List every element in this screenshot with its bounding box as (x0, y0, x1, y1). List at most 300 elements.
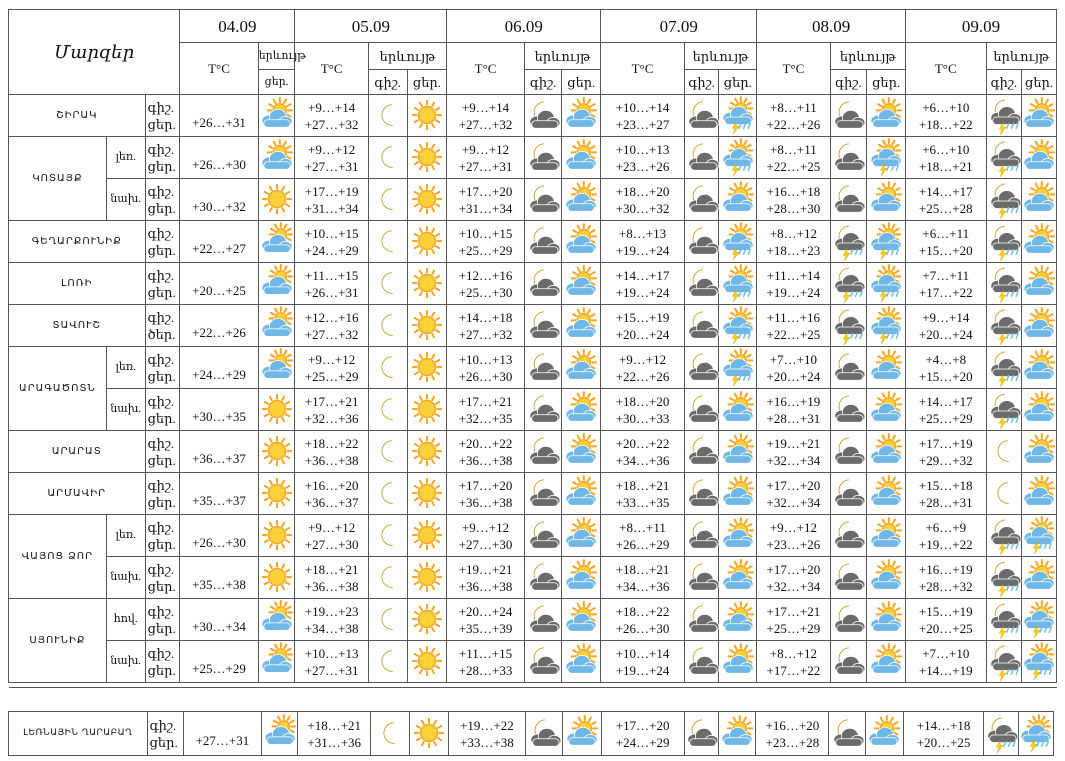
night-icon (830, 221, 867, 263)
moon-cloud-icon (527, 436, 559, 468)
moon-storm-icon (832, 310, 864, 342)
moon-storm-icon (988, 310, 1020, 342)
sun-storm-icon (1023, 646, 1055, 678)
moon-icon (372, 100, 404, 132)
region-name: ՍՅՈՒՆԻՔ (9, 599, 107, 683)
day-icon (1022, 95, 1057, 137)
day-icon (1019, 712, 1054, 756)
day-icon (719, 389, 757, 431)
cloud-sun-icon (261, 352, 293, 384)
temp-range: +10…+15 +25…+29 (447, 221, 524, 263)
night-icon (524, 179, 562, 221)
day-icon (409, 712, 448, 756)
night-icon (986, 389, 1022, 431)
night-icon (986, 95, 1022, 137)
sun-icon (411, 562, 443, 594)
temp-range: +10…+13 +27…+31 (295, 641, 368, 683)
sun-cloud-icon (1023, 184, 1055, 216)
moon-cloud-icon (832, 142, 864, 174)
night-label: գիշ. (684, 70, 719, 95)
phenomena-header: երևույթ (258, 43, 295, 70)
day-icon (867, 389, 906, 431)
sun-cloud-icon (722, 184, 754, 216)
day1-icon (258, 641, 295, 683)
moon-cloud-icon (686, 520, 718, 552)
region-name: ԿՈՏԱՅՔ (9, 137, 107, 221)
temp-range: +6…+9 +19…+22 (906, 515, 987, 557)
day1-icon (258, 389, 295, 431)
sun-icon (411, 394, 443, 426)
night-icon (986, 179, 1022, 221)
moon-cloud-icon (527, 226, 559, 258)
sun-cloud-icon (1023, 436, 1055, 468)
sun-storm-icon (870, 268, 902, 300)
day-label: ցեր. (562, 70, 601, 95)
moon-icon (372, 604, 404, 636)
sun-icon (411, 184, 443, 216)
moon-icon (372, 310, 404, 342)
night-icon (830, 473, 867, 515)
night-icon (368, 557, 407, 599)
sun-cloud-icon (870, 478, 902, 510)
sun-storm-icon (722, 352, 754, 384)
temp-range: +20…+22 +34…+36 (601, 431, 685, 473)
region-name: ՏԱՎՈՒՇ (9, 305, 146, 347)
moon-storm-icon (988, 604, 1020, 636)
day1-temp: +30…+34 (180, 599, 258, 641)
day1-icon (258, 221, 295, 263)
subzone-label: լեռ. (106, 137, 145, 179)
sun-cloud-icon (1023, 310, 1055, 342)
moon-icon (372, 436, 404, 468)
day1-temp: +20…+25 (180, 263, 258, 305)
night-icon (984, 712, 1019, 756)
day-icon (407, 95, 447, 137)
day1-icon (258, 263, 295, 305)
date-header-09.09: 09.09 (906, 10, 1057, 43)
day-icon (562, 389, 601, 431)
day1-temp: +26…+30 (180, 137, 258, 179)
day-icon (1022, 179, 1057, 221)
sun-cloud-icon (565, 394, 597, 426)
region-name: ՇԻՐԱԿ (9, 95, 146, 137)
sun-storm-icon (870, 310, 902, 342)
sun-cloud-icon (565, 268, 597, 300)
sun-storm-icon (722, 310, 754, 342)
sun-cloud-icon (261, 142, 293, 174)
day-icon (562, 305, 601, 347)
sun-cloud-icon (870, 394, 902, 426)
night-icon (684, 473, 719, 515)
day1-icon (261, 712, 297, 756)
day-icon (562, 557, 601, 599)
temp-range: +6…+10 +18…+21 (906, 137, 987, 179)
sun-cloud-icon (565, 352, 597, 384)
moon-cloud-icon (686, 268, 718, 300)
region-name: ԳԵՂԱՐՔՈՒՆԻՔ (9, 221, 146, 263)
night-icon (986, 431, 1022, 473)
night-icon (684, 305, 719, 347)
sun-cloud-icon (868, 718, 900, 750)
period-labels: գիշ. ցեր. (145, 389, 180, 431)
day1-temp: +25…+29 (180, 641, 258, 683)
temp-range: +11…+15 +26…+31 (295, 263, 368, 305)
temp-range: +9…+14 +27…+32 (295, 95, 368, 137)
sun-icon (261, 520, 293, 552)
day-icon (1022, 347, 1057, 389)
night-icon (684, 712, 718, 756)
night-icon (524, 137, 562, 179)
night-icon (830, 137, 867, 179)
table-row (9, 712, 1054, 756)
day-icon (867, 95, 906, 137)
sun-icon (411, 520, 443, 552)
temp-range: +4…+8 +15…+20 (906, 347, 987, 389)
night-icon (986, 473, 1022, 515)
day1-temp: +35…+38 (180, 557, 258, 599)
temp-range: +19…+21 +36…+38 (447, 557, 524, 599)
day-icon (562, 263, 601, 305)
night-icon (524, 305, 562, 347)
night-icon (830, 557, 867, 599)
temp-range: +19…+23 +34…+38 (295, 599, 368, 641)
day-icon (407, 263, 447, 305)
moon-cloud-icon (685, 718, 717, 750)
day1-icon (258, 95, 295, 137)
moon-cloud-icon (686, 394, 718, 426)
phenomena-header: երևույթ (986, 43, 1056, 70)
period-labels: գիշ. ցեր. (145, 263, 180, 305)
period-labels: գիշ. ցեր. (145, 641, 180, 683)
temp-range: +12…+16 +25…+30 (447, 263, 524, 305)
day-icon (407, 221, 447, 263)
night-icon (524, 515, 562, 557)
temp-range: +14…+18 +20…+25 (904, 712, 984, 756)
day1-temp: +30…+35 (180, 389, 258, 431)
temp-range: +10…+13 +23…+26 (601, 137, 685, 179)
region-name: ՎԱՅՈՑ ՁՈՐ (9, 515, 107, 599)
period-labels: գիշ. ցեր. (145, 179, 180, 221)
moon-cloud-icon (527, 310, 559, 342)
region-name: ԼԵՌՆԱՅԻՆ ՂԱՐԱԲԱՂ (9, 712, 148, 756)
night-icon (368, 431, 407, 473)
day-icon (719, 599, 757, 641)
moon-cloud-icon (686, 310, 718, 342)
day-icon (563, 712, 601, 756)
moon-storm-icon (988, 268, 1020, 300)
day1-icon (258, 431, 295, 473)
sun-cloud-icon (1023, 142, 1055, 174)
period-labels: գիշ. ցեր. (145, 557, 180, 599)
moon-cloud-icon (832, 394, 864, 426)
night-icon (684, 641, 719, 683)
day-icon (719, 305, 757, 347)
day1-icon (258, 557, 295, 599)
region-name: ԼՈՌԻ (9, 263, 146, 305)
phenomena-header: երևույթ (368, 43, 447, 70)
sun-cloud-icon (870, 436, 902, 468)
table-row (9, 221, 1057, 263)
night-icon (830, 431, 867, 473)
sun-cloud-icon (565, 184, 597, 216)
night-icon (684, 599, 719, 641)
moon-icon (374, 718, 406, 750)
moon-cloud-icon (832, 184, 864, 216)
night-label: գիշ. (368, 70, 407, 95)
day-icon (865, 712, 903, 756)
day-icon (562, 221, 601, 263)
day-icon (719, 515, 757, 557)
period-labels: գիշ. ցեր. (145, 599, 180, 641)
table-row (9, 263, 1057, 305)
sun-cloud-icon (722, 520, 754, 552)
period-labels: գիշ. ցեր. (145, 347, 180, 389)
temp-range: +10…+14 +23…+27 (601, 95, 685, 137)
night-icon (524, 389, 562, 431)
night-icon (368, 263, 407, 305)
night-icon (368, 179, 407, 221)
temp-range: +17…+21 +32…+35 (447, 389, 524, 431)
sun-storm-icon (722, 268, 754, 300)
night-icon (684, 389, 719, 431)
moon-cloud-icon (527, 184, 559, 216)
day-label: ցեր. (719, 70, 757, 95)
night-icon (368, 641, 407, 683)
day-icon (1022, 263, 1057, 305)
night-icon (368, 347, 407, 389)
moon-cloud-icon (832, 352, 864, 384)
sun-icon (411, 268, 443, 300)
moon-storm-icon (988, 184, 1020, 216)
temp-range: +12…+16 +27…+32 (295, 305, 368, 347)
day1-icon (258, 599, 295, 641)
moon-icon (372, 646, 404, 678)
temp-range: +6…+11 +15…+20 (906, 221, 987, 263)
temp-range: +8…+12 +18…+23 (757, 221, 830, 263)
day-icon (719, 347, 757, 389)
day-icon (562, 137, 601, 179)
day1-temp: +26…+30 (180, 515, 258, 557)
night-icon (524, 263, 562, 305)
day-icon (407, 557, 447, 599)
night-icon (368, 137, 407, 179)
moon-cloud-icon (527, 268, 559, 300)
day-label: ցեր. (867, 70, 906, 95)
night-icon (986, 641, 1022, 683)
night-icon (684, 95, 719, 137)
day1-icon (258, 137, 295, 179)
sun-storm-icon (722, 100, 754, 132)
moon-cloud-icon (686, 604, 718, 636)
temp-range: +17…+19 +29…+32 (906, 431, 987, 473)
day-icon (1022, 599, 1057, 641)
temp-range: +10…+14 +19…+24 (601, 641, 685, 683)
night-icon (986, 137, 1022, 179)
temp-range: +15…+19 +20…+25 (906, 599, 987, 641)
date-header-04.09: 04.09 (180, 10, 295, 43)
temp-range: +11…+15 +28…+33 (447, 641, 524, 683)
temp-range: +17…+20 +31…+34 (447, 179, 524, 221)
day-icon (867, 137, 906, 179)
day-label: ցեր. (1022, 70, 1057, 95)
moon-cloud-icon (527, 100, 559, 132)
moon-cloud-icon (686, 142, 718, 174)
night-icon (684, 221, 719, 263)
moon-storm-icon (988, 352, 1020, 384)
temp-range: +9…+12 +27…+31 (295, 137, 368, 179)
moon-storm-icon (988, 646, 1020, 678)
sun-storm-icon (722, 226, 754, 258)
day-icon (1022, 221, 1057, 263)
temp-range: +16…+20 +23…+28 (756, 712, 829, 756)
temp-range: +9…+12 +22…+26 (601, 347, 685, 389)
sun-icon (411, 604, 443, 636)
night-icon (986, 515, 1022, 557)
table-row (9, 137, 1057, 179)
moon-icon (372, 562, 404, 594)
night-icon (368, 221, 407, 263)
temp-range: +14…+17 +25…+28 (906, 179, 987, 221)
table-row (9, 599, 1057, 641)
period-labels: գիշ. ցեր. (145, 473, 180, 515)
temp-range: +17…+20 +32…+34 (757, 473, 830, 515)
sun-cloud-icon (870, 184, 902, 216)
moon-cloud-icon (686, 100, 718, 132)
temp-range: +16…+20 +36…+37 (295, 473, 368, 515)
moon-icon (372, 226, 404, 258)
sun-icon (261, 478, 293, 510)
temp-header: T°C (906, 43, 987, 95)
sun-icon (411, 352, 443, 384)
day-icon (719, 95, 757, 137)
cloud-sun-icon (261, 226, 293, 258)
night-icon (524, 347, 562, 389)
table-row (9, 515, 1057, 557)
region-name: ԱՐԱՐԱՏ (9, 431, 146, 473)
night-icon (829, 712, 865, 756)
sun-cloud-icon (870, 520, 902, 552)
moon-cloud-icon (686, 184, 718, 216)
sun-cloud-icon (565, 604, 597, 636)
temp-range: +11…+16 +22…+25 (757, 305, 830, 347)
subzone-label: հով. (106, 599, 145, 641)
phenomena-header: երևույթ (524, 43, 600, 70)
sun-cloud-icon (870, 562, 902, 594)
table-row (9, 431, 1057, 473)
date-header-06.09: 06.09 (447, 10, 601, 43)
night-icon (524, 431, 562, 473)
period-labels: գիշ. ցեր. (147, 712, 183, 756)
temp-range: +18…+20 +30…+33 (601, 389, 685, 431)
day-icon (562, 641, 601, 683)
day1-temp: +22…+27 (180, 221, 258, 263)
sun-cloud-icon (870, 100, 902, 132)
day-icon (407, 389, 447, 431)
temp-range: +18…+21 +33…+35 (601, 473, 685, 515)
sun-cloud-icon (565, 478, 597, 510)
date-header-08.09: 08.09 (757, 10, 906, 43)
moon-cloud-icon (686, 436, 718, 468)
night-icon (684, 557, 719, 599)
temp-range: +17…+20 +24…+29 (601, 712, 684, 756)
night-icon (986, 347, 1022, 389)
night-label: գիշ. (986, 70, 1022, 95)
sun-cloud-icon (565, 436, 597, 468)
temp-range: +16…+19 +28…+31 (757, 389, 830, 431)
subzone-label: լեռ. (106, 347, 145, 389)
temp-range: +11…+14 +19…+24 (757, 263, 830, 305)
day-icon (719, 137, 757, 179)
sun-cloud-icon (565, 226, 597, 258)
sun-cloud-icon (722, 646, 754, 678)
moon-storm-icon (832, 226, 864, 258)
day-icon (407, 431, 447, 473)
region-name: ԱՐՄԱՎԻՐ (9, 473, 146, 515)
sun-icon (411, 100, 443, 132)
day-icon (867, 305, 906, 347)
moon-icon (372, 268, 404, 300)
moon-icon (372, 184, 404, 216)
night-icon (830, 389, 867, 431)
day1-icon (258, 305, 295, 347)
sun-cloud-icon (565, 646, 597, 678)
day-icon (562, 599, 601, 641)
sun-icon (411, 142, 443, 174)
temp-header: T°C (295, 43, 368, 95)
day-icon (719, 473, 757, 515)
temp-range: +8…+11 +26…+29 (601, 515, 685, 557)
temp-range: +19…+22 +33…+38 (448, 712, 525, 756)
sun-cloud-icon (566, 718, 598, 750)
sun-cloud-icon (1023, 226, 1055, 258)
moon-cloud-icon (527, 646, 559, 678)
date-header-07.09: 07.09 (601, 10, 757, 43)
temp-range: +10…+13 +26…+30 (447, 347, 524, 389)
night-icon (524, 641, 562, 683)
moon-cloud-icon (527, 562, 559, 594)
moon-storm-icon (988, 394, 1020, 426)
night-icon (524, 221, 562, 263)
night-icon (368, 473, 407, 515)
day-label: ցեր. (258, 70, 295, 95)
day-icon (1022, 137, 1057, 179)
sun-icon (261, 394, 293, 426)
temp-range: +18…+22 +36…+38 (295, 431, 368, 473)
moon-icon (372, 478, 404, 510)
night-icon (524, 557, 562, 599)
moon-cloud-icon (832, 478, 864, 510)
table-row (9, 473, 1057, 515)
day1-temp: +24…+29 (180, 347, 258, 389)
period-labels: գիշ. ցեր. (145, 95, 180, 137)
moon-icon (988, 478, 1020, 510)
moon-cloud-icon (832, 100, 864, 132)
day1-icon (258, 515, 295, 557)
cloud-sun-icon (261, 646, 293, 678)
night-icon (524, 473, 562, 515)
night-icon (368, 515, 407, 557)
moon-cloud-icon (686, 478, 718, 510)
table-row (9, 389, 1057, 431)
day-icon (1022, 431, 1057, 473)
temp-range: +17…+20 +32…+34 (757, 557, 830, 599)
temp-range: +18…+21 +31…+36 (298, 712, 371, 756)
night-icon (986, 557, 1022, 599)
day-icon (867, 347, 906, 389)
sun-storm-icon (722, 142, 754, 174)
day-icon (867, 557, 906, 599)
day-icon (1022, 473, 1057, 515)
